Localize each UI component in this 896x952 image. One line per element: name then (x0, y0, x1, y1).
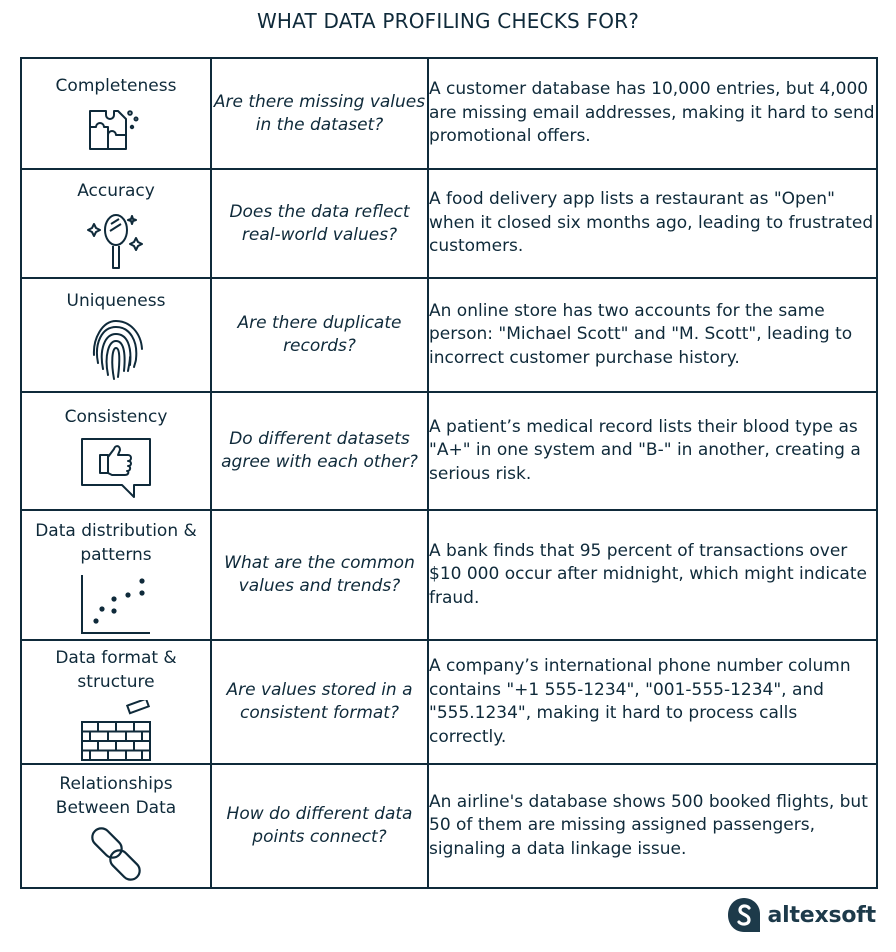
chain-link-icon (86, 826, 146, 884)
table-row (21, 169, 877, 278)
question-cell: Does the data reflect real-world values? (211, 169, 428, 278)
category-label: Consistency (64, 406, 168, 427)
table-row (21, 278, 877, 392)
category-cell (21, 392, 211, 510)
category-label: Relationships Between Data (55, 774, 177, 818)
category-label: Data distribution & patterns (35, 521, 197, 565)
example-cell: A food delivery app lists a restaurant as "Open" when it closed six months ago, leading to frustrated customers. (428, 169, 877, 278)
profiling-checks-table (20, 57, 878, 889)
magic-mirror-icon (86, 210, 146, 272)
question-cell: Are there duplicate records? (211, 278, 428, 392)
example-cell: A patient’s medical record lists their blood type as "A+" in one system and "B-" in another, creating a serious risk. (428, 392, 877, 510)
category-cell (21, 764, 211, 888)
example-cell: An airline's database shows 500 booked flights, but 50 of them are missing assigned passengers, signaling a data linkage issue. (428, 764, 877, 888)
question-cell: Do different datasets agree with each other? (211, 392, 428, 510)
table-row (21, 58, 877, 169)
question-cell: Are values stored in a consistent format? (211, 640, 428, 764)
table-row (21, 764, 877, 888)
example-cell: A customer database has 10,000 entries, but 4,000 are missing email addresses, making it hard to send promotional offers. (428, 58, 877, 169)
category-cell (21, 169, 211, 278)
brand-logo (727, 897, 876, 933)
category-label: Uniqueness (66, 290, 166, 311)
example-cell: A company’s international phone number column contains "+1 555-1234", "001-555-1234", and "555.1234", making it hard to process calls correctly. (428, 640, 877, 764)
fingerprint-icon (88, 319, 144, 385)
category-label: Data format & structure (55, 648, 177, 692)
table-row (21, 392, 877, 510)
table-row (21, 510, 877, 640)
table-row (21, 640, 877, 764)
category-cell (21, 58, 211, 169)
category-label: Accuracy (77, 181, 155, 202)
page-title: WHAT DATA PROFILING CHECKS FOR? (256, 9, 640, 33)
altexsoft-logo-icon (727, 897, 761, 933)
incomplete-puzzle-icon (86, 105, 146, 157)
brand-name: altexsoft (767, 902, 876, 928)
thumbs-up-bubble-icon (80, 435, 152, 501)
question-cell: What are the common values and trends? (211, 510, 428, 640)
question-cell: How do different data points connect? (211, 764, 428, 888)
question-cell: Are there missing values in the dataset? (211, 58, 428, 169)
category-label: Completeness (55, 76, 177, 97)
category-cell (21, 640, 211, 764)
example-cell: A bank finds that 95 percent of transactions over $10 000 occur after midnight, which might indicate fraud. (428, 510, 877, 640)
example-cell: An online store has two accounts for the same person: "Michael Scott" and "M. Scott", leading to incorrect customer purchase history. (428, 278, 877, 392)
scatter-plot-icon (80, 573, 152, 635)
category-cell (21, 510, 211, 640)
brick-wall-icon (80, 700, 152, 762)
category-cell (21, 278, 211, 392)
